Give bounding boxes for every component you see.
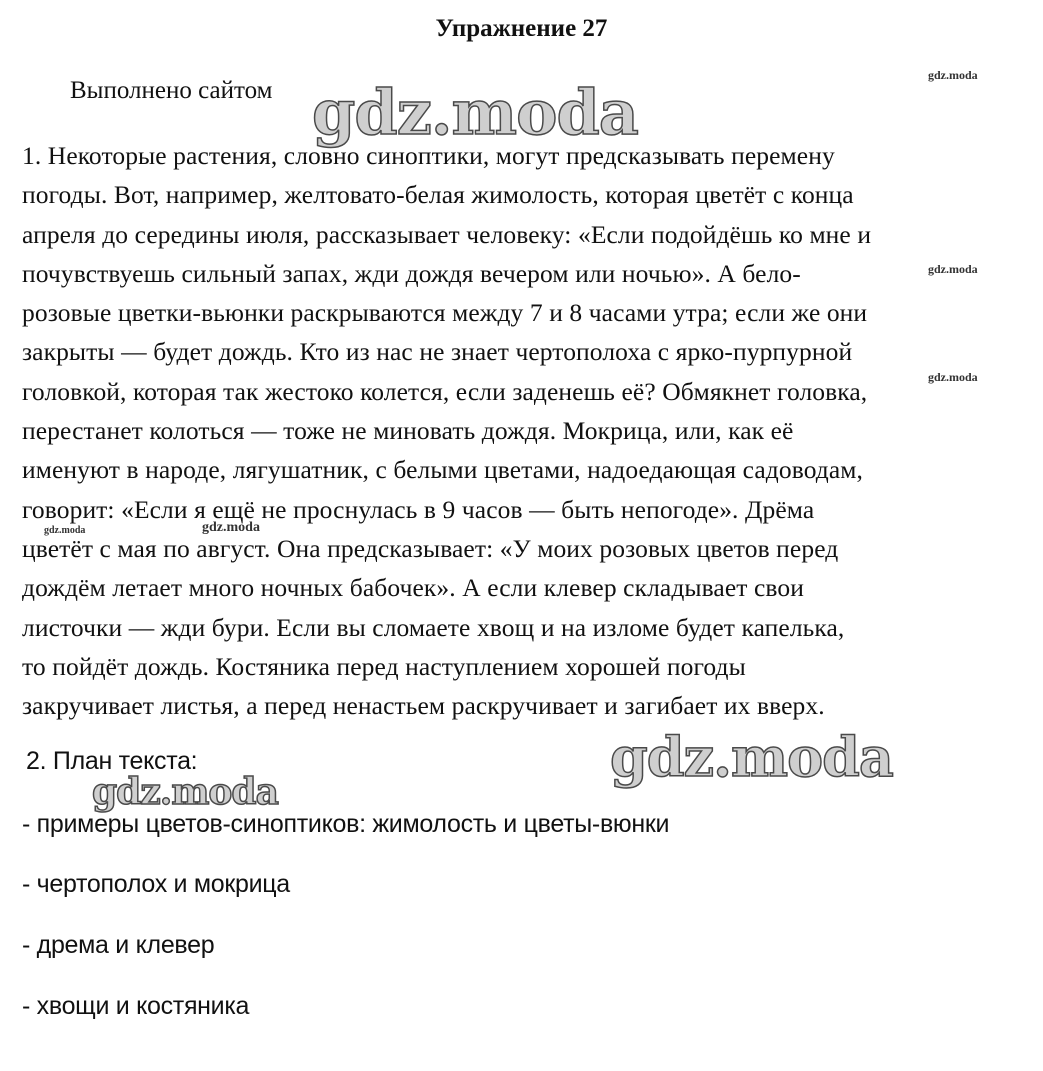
plan-item: - примеры цветов-синоптиков: жимолость и цветы-вюнки [22,810,670,838]
paragraph-line: говорит: «Если я ещё не проснулась в 9 часов — быть непогоде». Дрёма [22,494,815,524]
watermark-small: gdz.moda [44,525,86,536]
paragraph-line: закрыты — будет дождь. Кто из нас не знает чертополоха с ярко-пурпурной [22,337,853,367]
paragraph-line: цветёт с мая по август. Она предсказывает: «У моих розовых цветов перед [22,533,839,563]
plan-item: - дрема и клевер [22,931,215,959]
watermark-small: gdz.moda [928,68,978,82]
watermark-small: gdz.moda [928,370,978,384]
paragraph-line: погоды. Вот, например, желтовато-белая жимолость, которая цветёт с конца [22,180,854,210]
paragraph-line: 1. Некоторые растения, словно синоптики, могут предсказывать перемену [22,141,835,170]
plan-item: - чертополох и мокрица [22,870,290,898]
paragraph-line: перестанет колоться — тоже не миновать дождя. Мокрица, или, как её [22,416,794,446]
paragraph-line: почувствуешь сильный запах, жди дождя вечером или ночью». А бело- [22,258,801,288]
watermark-logo: gdz.moda [610,725,893,789]
paragraph-line: апреля до середины июля, рассказывает человеку: «Если подойдёшь ко мне и [22,219,872,249]
paragraph-line: головкой, которая так жестоко колется, если заденешь её? Обмякнет головка, [22,376,868,406]
paragraph-line: именуют в народе, лягушатник, с белыми цветами, надоедающая садоводам, [22,455,864,485]
exercise-title: Упражнение 27 [435,15,608,42]
paragraph-line: закручивает листья, а перед ненастьем раскручивает и загибает их вверх. [22,691,825,721]
watermark-small: gdz.moda [928,262,978,276]
paragraph-line: листочки — жди бури. Если вы сломаете хвощ и на изломе будет капелька, [22,612,845,642]
watermark-logo: gdz.moda [312,76,638,149]
plan-title: 2. План текста: [26,747,198,775]
exercise-paragraph [22,136,1027,725]
watermark-logo: gdz.moda [92,771,278,813]
plan-item: - хвощи и костяника [22,992,250,1020]
paragraph-line: то пойдёт дождь. Костяника перед наступлением хорошей погоды [22,651,746,681]
paragraph-line: розовые цветки-вьюнки раскрываются между 7 и 8 часами утра; если же они [22,298,868,328]
paragraph-line: дождём летает много ночных бабочек». А если клевер складывает свои [22,573,804,603]
done-by-text: Выполнено сайтом [70,77,273,104]
watermark-small: gdz.moda [202,520,260,535]
